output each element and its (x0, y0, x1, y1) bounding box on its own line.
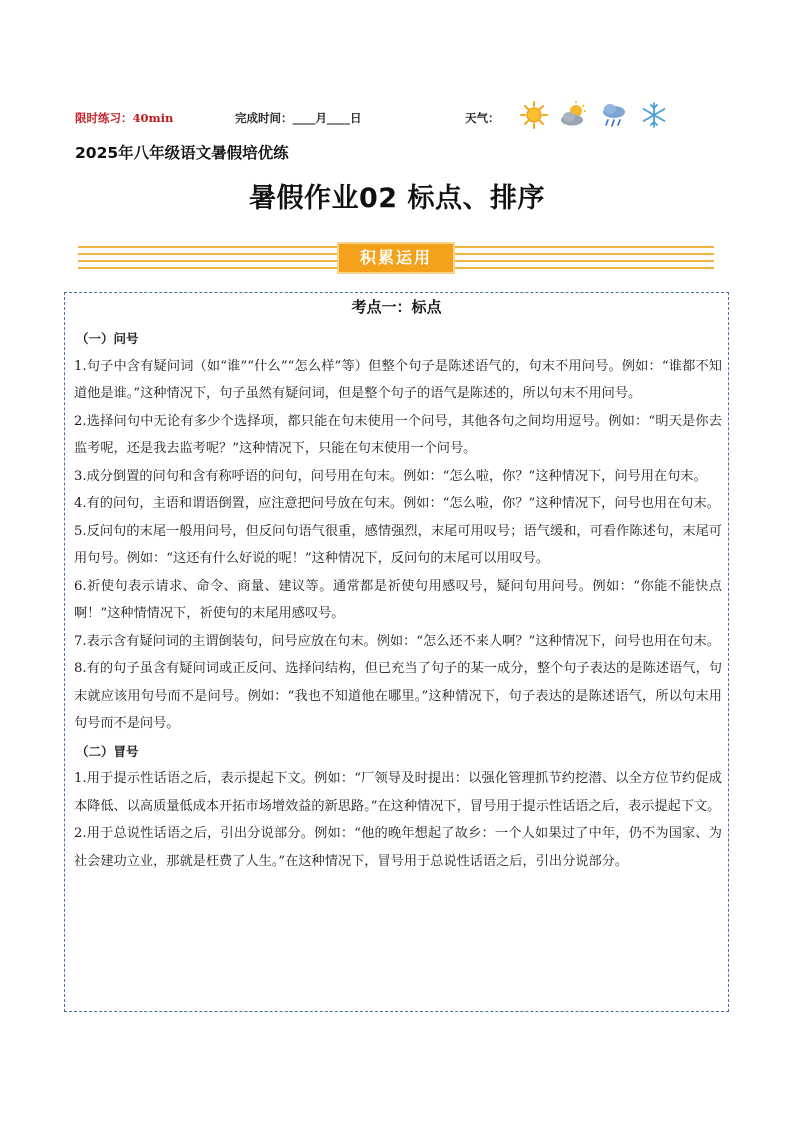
content-body (74, 325, 722, 875)
list-item: 5.反问句的末尾一般用问号，但反问句语气很重，感情强烈，末尾可用叹号；语气缓和，可看作陈述句，末尾可用句号。例如：“这还有什么好说的呢！”这种情况下，反问句的末尾可以用叹号。 (74, 523, 722, 566)
time-limit-label: 限时练习：40min (75, 111, 174, 125)
list-item: 4.有的问句，主语和谓语倒置，应注意把问号放在句末。例如：“怎么啦，你？”这种情况下，问号也用在句末。 (74, 496, 720, 511)
list-item: 3.成分倒置的问句和含有称呼语的问句，问号用在句末。例如：“怎么啦，你？”这种情况下，问号用在句末。 (74, 468, 707, 484)
sun-icon[interactable] (519, 100, 549, 130)
header-bar (75, 100, 715, 130)
list-item: 1.句子中含有疑问词（如“谁”“什么”“怎么样”等）但整个句子是陈述语气的，句末不用问号。例如：“谁都不知道他是谁。”这种情况下，句子虽然有疑问词，但是整个句子的语气是陈述的，所以句末不用问号。 (74, 358, 722, 401)
kaodian-title: 考点一：标点 (351, 298, 442, 316)
list-item: 2.用于总说性话语之后，引出分说部分。例如：“他的晚年想起了故乡：一个人如果过了中年，仍不为国家、为社会建功立业，那就是枉费了人生。”在这种情况下，冒号用于总说性话语之后，引出分说部分。 (74, 826, 722, 869)
series-title: 2025年八年级语文暑假培优练 (75, 144, 289, 162)
list-item: 6.祈使句表示请求、命令、商量、建议等。通常都是祈使句用感叹号，疑问句用问号。例如：“你能不能快点啊！”这种情情况下，祈使句的末尾用感叹号。 (74, 578, 722, 621)
rain-icon[interactable] (599, 100, 629, 130)
weather-label: 天气： (465, 111, 500, 125)
list-item: 2.选择问句中无论有多少个选择项，都只能在句末使用一个问号，其他各句之间均用逗号。例如：“明天是你去监考呢，还是我去监考呢？”这种情况下，只能在句末使用一个问号。 (74, 413, 722, 456)
snowflake-icon[interactable] (639, 100, 669, 130)
section-banner: 积累运用 (337, 242, 455, 274)
list-item: 8.有的句子虽含有疑问词或正反问、选择问结构，但已充当了句子的某一成分，整个句子表达的是陈述语气，句末就应该用句号而不是问号。例如：“我也不知道他在哪里。”这种情况下，句子表达的是陈述语气，所以句末用句号而不是问号。 (74, 661, 722, 731)
completion-date-label: 完成时间：____月____日 (235, 111, 362, 125)
list-item: 7.表示含有疑问词的主谓倒装句，问号应放在句末。例如：“怎么还不来人啊？”这种情况下，问号也用在句末。 (74, 633, 720, 649)
list-item: 1.用于提示性话语之后，表示提起下文。例如：“厂领导及时提出：以强化管理抓节约挖潜、以全方位节约促成本降低、以高质量低成本开拓市场增效益的新思路。”在这种情况下，冒号用于提示性话语之后，表示提起下文。 (74, 771, 722, 814)
section-heading: （一）问号 (76, 331, 139, 346)
partly-cloudy-icon[interactable] (559, 100, 589, 130)
section-heading: （二）冒号 (76, 743, 139, 759)
page-title: 暑假作业02 标点、排序 (249, 183, 545, 214)
